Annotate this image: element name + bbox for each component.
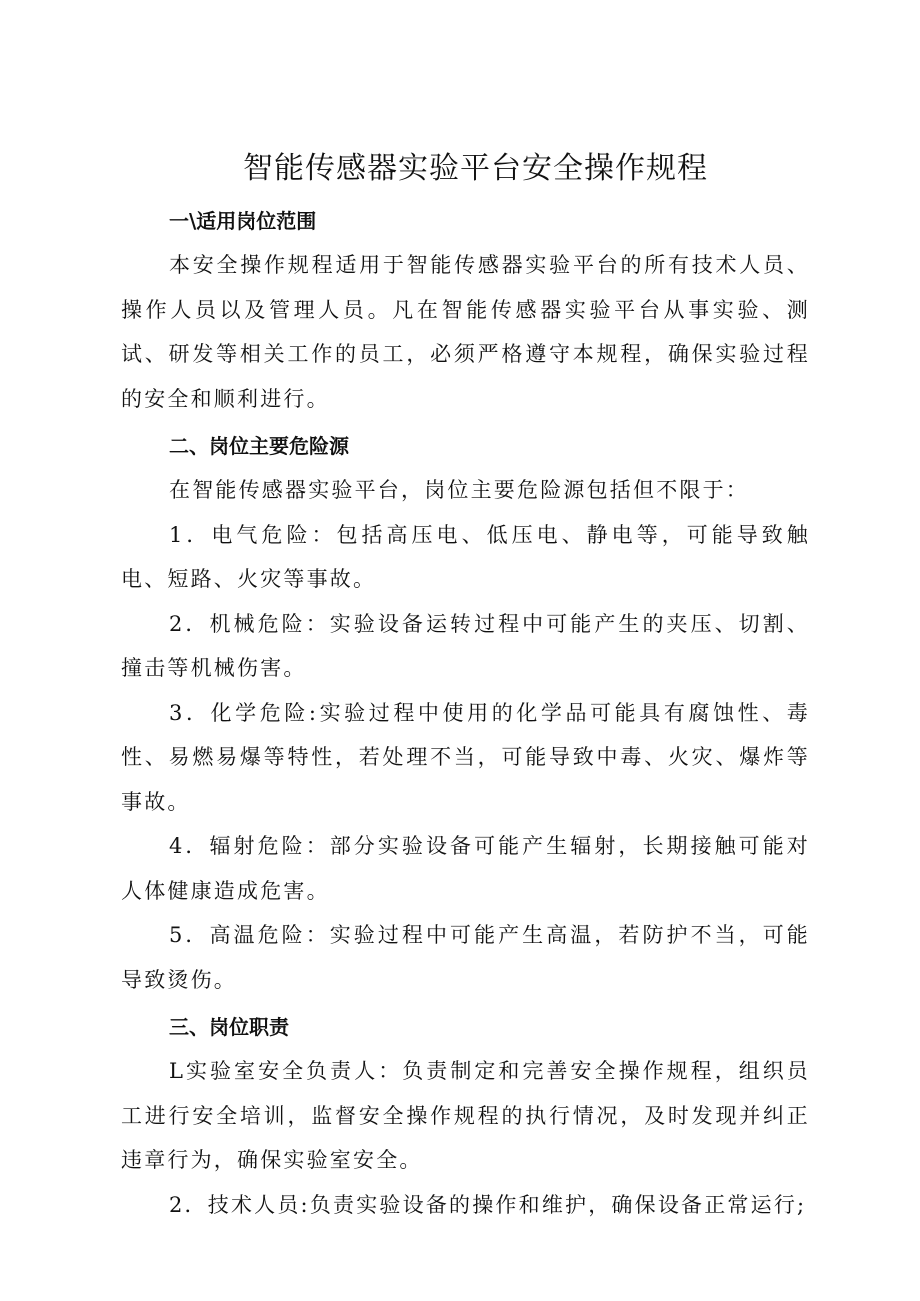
list-item: 3．化学危险:实验过程中使用的化学品可能具有腐蚀性、毒性、易燃易爆等特性，若处理不当，可能导致中毒、火灾、爆炸等事故。 xyxy=(121,700,810,814)
section-duties xyxy=(121,1005,810,1227)
list-item: L实验室安全负责人：负责制定和完善安全操作规程，组织员工进行安全培训，监督安全操作规程的执行情况，及时发现并纠正违章行为，确保实验室安全。 xyxy=(121,1059,810,1172)
section-heading: 三、岗位职责 xyxy=(169,1015,289,1039)
paragraph: 本安全操作规程适用于智能传感器实验平台的所有技术人员、操作人员以及管理人员。凡在智能传感器实验平台从事实验、测试、研发等相关工作的员工，必须严格遵守本规程，确保实验过程的安全和顺利进行。 xyxy=(121,253,810,411)
list-item: 1．电气危险：包括高压电、低压电、静电等，可能导致触电、短路、火灾等事故。 xyxy=(121,522,810,591)
paragraph: 在智能传感器实验平台，岗位主要危险源包括但不限于： xyxy=(169,478,749,502)
section-scope xyxy=(121,199,810,421)
list-item: 4．辐射危险：部分实验设备可能产生辐射，长期接触可能对人体健康造成危害。 xyxy=(121,834,810,903)
document-title: 智能传感器实验平台安全操作规程 xyxy=(243,151,708,186)
section-hazards xyxy=(121,424,810,1002)
list-item: 2．技术人员:负责实验设备的操作和维护，确保设备正常运行; xyxy=(169,1192,807,1217)
list-item: 5．高温危险：实验过程中可能产生高温，若防护不当，可能导致烫伤。 xyxy=(121,923,810,992)
section-heading: 一\适用岗位范围 xyxy=(169,209,317,233)
section-heading: 二、岗位主要危险源 xyxy=(169,434,349,458)
list-item: 2．机械危险：实验设备运转过程中可能产生的夹压、切割、撞击等机械伤害。 xyxy=(121,611,810,680)
